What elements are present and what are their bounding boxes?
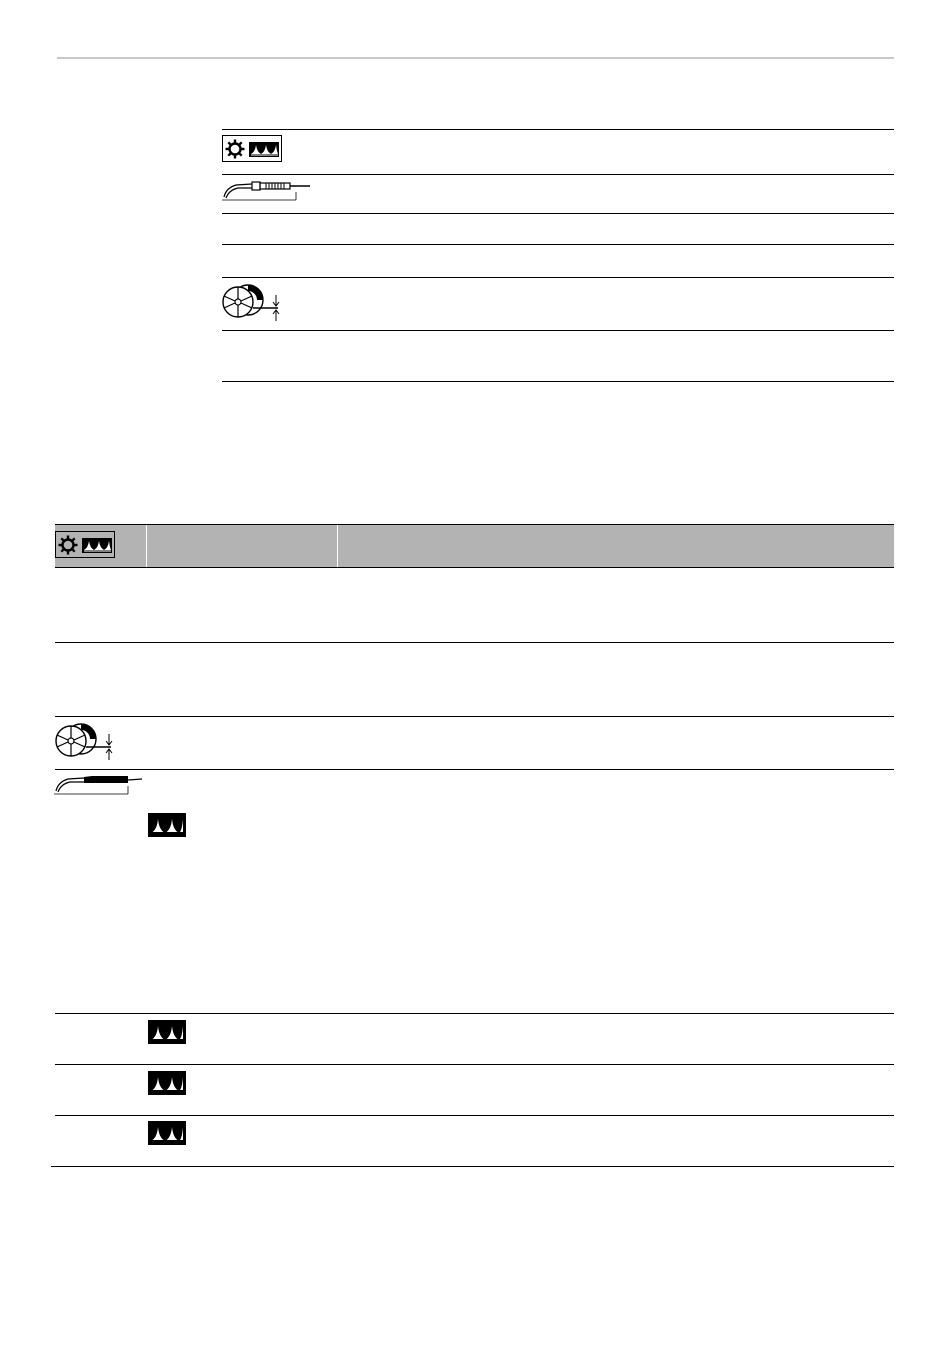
sawtooth-wave-icon bbox=[148, 1121, 186, 1145]
page-header-rule bbox=[57, 57, 894, 59]
table-row-rule bbox=[55, 1064, 894, 1065]
settings-sawtooth-icon bbox=[55, 531, 116, 559]
top-table-rule bbox=[222, 244, 894, 245]
table-header bbox=[55, 524, 894, 568]
sawtooth-wave-icon bbox=[148, 1071, 186, 1095]
top-table-rule bbox=[222, 381, 894, 382]
top-table-rule bbox=[222, 213, 894, 214]
settings-sawtooth-icon bbox=[222, 135, 283, 163]
table-row-rule bbox=[55, 716, 894, 717]
table-row-rule bbox=[55, 642, 894, 643]
wire-spool-diameter-icon bbox=[221, 283, 285, 323]
top-table-rule bbox=[222, 277, 894, 278]
wire-spool-diameter-icon bbox=[54, 722, 118, 762]
sawtooth-wave-icon bbox=[148, 813, 186, 837]
table-row-rule bbox=[55, 1115, 894, 1116]
table-row-rule bbox=[55, 1013, 894, 1014]
header-col-3 bbox=[338, 525, 894, 567]
top-table-rule bbox=[222, 330, 894, 331]
table-bottom-rule bbox=[51, 1166, 894, 1167]
sawtooth-wave-icon bbox=[148, 1020, 186, 1044]
top-table-rule bbox=[222, 129, 894, 130]
header-col-2 bbox=[147, 525, 337, 567]
top-table-rule bbox=[222, 174, 894, 175]
table-row-rule bbox=[55, 769, 894, 770]
welding-torch-icon bbox=[222, 178, 312, 202]
welding-torch-icon bbox=[54, 772, 144, 796]
